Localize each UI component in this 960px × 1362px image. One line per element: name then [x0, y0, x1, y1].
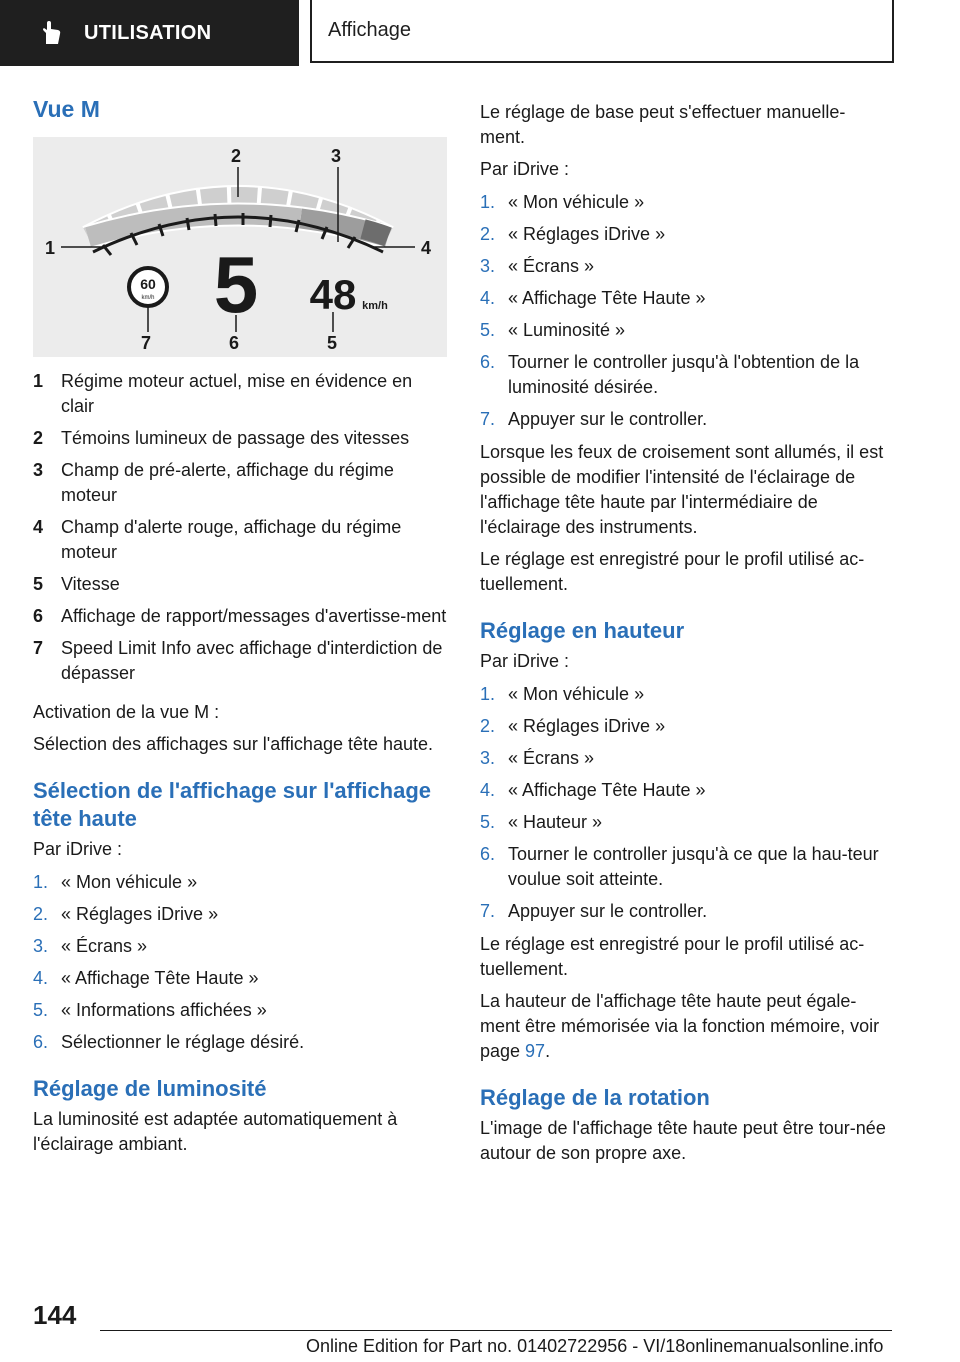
list-item: 3. « Écrans » — [480, 256, 595, 276]
legend-item: 1 Régime moteur actuel, mise en évidence en clair — [33, 371, 413, 416]
profile-saved-desc: Le réglage est enregistré pour le profil utilisé ac-tuellement. — [480, 934, 865, 979]
list-item: 5. « Hauteur » — [480, 812, 603, 832]
list-item: 7. Appuyer sur le controller. — [480, 409, 708, 429]
chapter-label: Affichage — [328, 19, 412, 41]
chapter-tab — [310, 0, 894, 63]
idrive-intro: Par iDrive : — [33, 839, 123, 859]
section-label: UTILISATION — [84, 21, 212, 44]
callout-2: 2 — [231, 146, 242, 166]
page-title: Vue M — [33, 96, 100, 122]
legend-item: 2 Témoins lumineux de passage des vitesses — [33, 428, 410, 448]
list-item: 6. Tourner le controller jusqu'à l'obtention de la luminosité désirée. — [480, 352, 860, 397]
memory-desc: La hauteur de l'affichage tête haute peut égale-ment être mémorisée via la fonction mémoire, voir page 97. — [480, 991, 880, 1061]
speed-unit: km/h — [362, 300, 388, 312]
callout-1: 1 — [45, 238, 56, 258]
list-item: 1. « Mon véhicule » — [480, 192, 645, 212]
legend-item: 4 Champ d'alerte rouge, affichage du régime moteur — [33, 517, 402, 562]
list-item: 4. « Affichage Tête Haute » — [480, 288, 706, 308]
footer-divider — [100, 1330, 892, 1331]
callout-5: 5 — [327, 333, 338, 353]
callout-6: 6 — [229, 333, 240, 353]
brightness-steps — [480, 190, 890, 432]
list-item: 3. « Écrans » — [33, 936, 148, 956]
m-view-illustration — [33, 137, 447, 357]
list-item: 5. « Luminosité » — [480, 320, 626, 340]
limit-unit: km/h — [141, 295, 155, 301]
callout-3: 3 — [331, 146, 342, 166]
section-heading-selection: Sélection de l'affichage sur l'affichage tête haute — [33, 778, 432, 831]
list-item: 6. Tourner le controller jusqu'à ce que la hau-teur voulue soit atteinte. — [480, 844, 879, 889]
list-item: 1. « Mon véhicule » — [480, 684, 645, 704]
height-steps — [480, 682, 890, 924]
gear-indicator: 5 — [213, 240, 259, 329]
profile-saved-desc: Le réglage est enregistré pour le profil utilisé ac-tuellement. — [480, 549, 865, 594]
legend-item: 7 Speed Limit Info avec affichage d'interdiction de dépasser — [33, 638, 443, 683]
rotation-desc: L'image de l'affichage tête haute peut être tour-née autour de son propre axe. — [480, 1118, 886, 1163]
activation-desc: Sélection des affichages sur l'affichage tête haute. — [33, 734, 434, 754]
selection-steps — [33, 870, 447, 1055]
edition-text: Online Edition for Part no. 01402722956 - VI/18onlinemanualsonline.info — [306, 1336, 884, 1356]
limit-value: 60 — [140, 276, 156, 292]
page-number: 144 — [33, 1300, 77, 1330]
page-header — [0, 0, 960, 66]
section-tab — [0, 0, 299, 66]
hand-pointer-icon — [38, 20, 64, 46]
list-item: 7. Appuyer sur le controller. — [480, 901, 708, 921]
list-item: 5. « Informations affichées » — [33, 1000, 267, 1020]
left-column — [33, 96, 447, 1164]
section-heading-rotation: Réglage de la rotation — [480, 1085, 710, 1110]
list-item: 6. Sélectionner le réglage désiré. — [33, 1032, 305, 1052]
section-heading-brightness: Réglage de luminosité — [33, 1076, 267, 1101]
list-item: 1. « Mon véhicule » — [33, 872, 198, 892]
manual-setting-desc: Le réglage de base peut s'effectuer manuelle-ment. — [480, 102, 846, 147]
callout-7: 7 — [141, 333, 152, 353]
list-item: 3. « Écrans » — [480, 748, 595, 768]
speed-value: 48 — [309, 271, 357, 318]
legend-item: 5 Vitesse — [33, 574, 120, 594]
list-item: 4. « Affichage Tête Haute » — [33, 968, 259, 988]
idrive-intro: Par iDrive : — [480, 159, 570, 179]
list-item: 2. « Réglages iDrive » — [480, 224, 666, 244]
idrive-intro: Par iDrive : — [480, 651, 570, 671]
low-beam-desc: Lorsque les feux de croisement sont allumés, il est possible de modifier l'intensité de l'éclairage de l'affichage tête haute par l'intermédiaire de l'éclairage des instruments. — [480, 442, 884, 537]
list-item: 4. « Affichage Tête Haute » — [480, 780, 706, 800]
right-column — [480, 100, 890, 1173]
legend-item: 3 Champ de pré-alerte, affichage du régime moteur — [33, 460, 394, 505]
page-link[interactable]: 97 — [525, 1041, 546, 1061]
list-item: 2. « Réglages iDrive » — [33, 904, 219, 924]
callout-4: 4 — [421, 238, 432, 258]
activation-label: Activation de la vue M : — [33, 702, 220, 722]
figure-legend — [33, 369, 447, 686]
legend-item: 6 Affichage de rapport/messages d'avertisse-ment — [33, 606, 447, 626]
list-item: 2. « Réglages iDrive » — [480, 716, 666, 736]
brightness-desc: La luminosité est adaptée automatiquement à l'éclairage ambiant. — [33, 1109, 398, 1154]
section-heading-height: Réglage en hauteur — [480, 618, 685, 643]
